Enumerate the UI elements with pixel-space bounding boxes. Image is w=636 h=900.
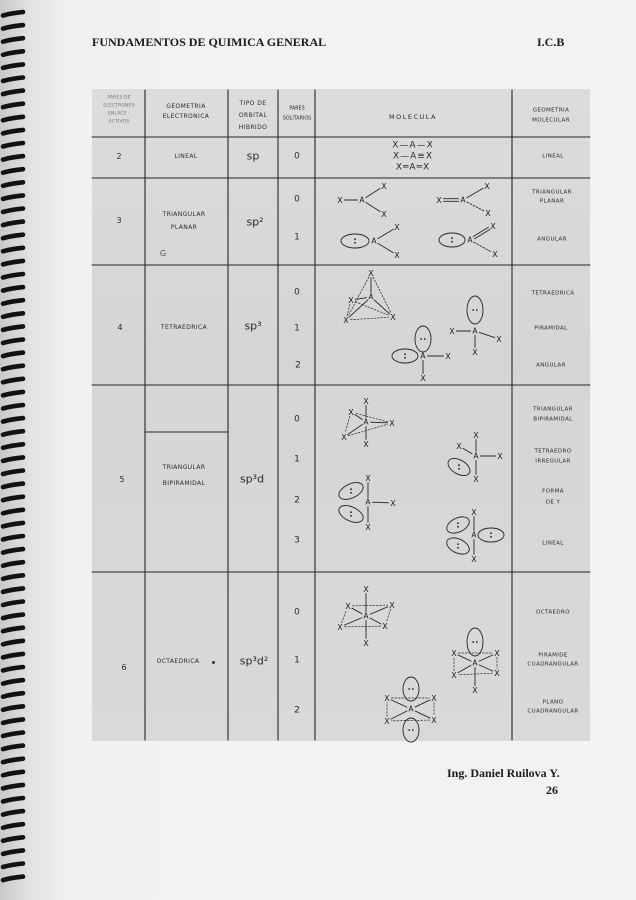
binding-coil (3, 353, 23, 357)
bond-line (344, 618, 362, 625)
ligand-x-label: X (389, 600, 395, 610)
lone-pair-dot (451, 237, 453, 239)
central-atom-a-label: A (467, 235, 473, 245)
dashed-edge (345, 416, 350, 432)
angular-two-lone-pairs-sketch (392, 326, 451, 383)
lone-pair-dot (350, 492, 352, 494)
binding-coil (3, 733, 23, 737)
lone-pair-dot (472, 309, 474, 311)
table-grid (92, 90, 590, 740)
row-molecular-geometry: PIRAMIDE (538, 652, 568, 659)
row-molecular-geometry: IRREGULAR (535, 458, 571, 465)
lone-pair-lobe (478, 528, 504, 542)
binding-coil (3, 261, 23, 265)
ligand-x-label: X (384, 693, 390, 703)
ligand-x-label: X (341, 432, 347, 442)
bond-line (467, 188, 483, 197)
angular-one-lone-pair-double-bond-sketch (439, 222, 498, 259)
central-atom-a-label: A (363, 417, 369, 427)
ligand-x-label: X (365, 473, 371, 483)
row-molecular-geometry: LINEAL (542, 540, 564, 547)
binding-coil (3, 877, 23, 881)
row-electronic-geometry: OCTAEDRICA (156, 658, 200, 665)
ligand-x-label: X (420, 373, 426, 383)
ligand-x-label: X (451, 670, 457, 680)
lone-pair-dot (350, 488, 352, 490)
bond-line (374, 300, 389, 314)
binding-coil (3, 340, 23, 344)
ligand-x-label: X (384, 716, 390, 726)
binding-coil (3, 418, 23, 422)
bond-line (352, 608, 362, 614)
binding-coil (3, 287, 23, 291)
central-atom-a-label: A (371, 236, 377, 246)
bond-line (479, 655, 493, 661)
binding-coil (3, 209, 23, 213)
bond-line (378, 243, 393, 252)
dashed-edge (352, 605, 387, 606)
row-electron-pairs: 6 (121, 663, 127, 672)
ligand-x-label: X (363, 638, 369, 648)
row-hybrid-orbital: sp (246, 149, 260, 163)
lone-pair-dot (490, 536, 492, 538)
binding-coil (3, 615, 23, 619)
ligand-x-label: X (363, 439, 369, 449)
trigonal-planar-sketch (337, 182, 387, 219)
header-electronic-geometry-line: ELECTRONICA (162, 113, 210, 120)
row-molecular-geometry: PLANAR (539, 198, 565, 205)
lone-pair-dot (476, 309, 478, 311)
row-lone-pairs: 2 (294, 495, 300, 506)
header-electronic-geometry-line: GEOMETRIA (166, 103, 206, 110)
lone-pair-lobe (444, 535, 472, 558)
ligand-x-label: X (492, 249, 498, 259)
bond-line (467, 202, 484, 211)
dashed-edge (342, 610, 347, 623)
row-lone-pairs: 0 (294, 414, 300, 425)
bond-line (366, 188, 380, 197)
ligand-x-label: X (473, 474, 479, 484)
binding-coil (3, 471, 23, 475)
central-atom-a-label: A (460, 195, 466, 205)
binding-coil (3, 51, 23, 55)
header-hybrid-orbital-line: HIBRIDO (238, 124, 268, 131)
bond-line (355, 414, 363, 419)
row-molecular-geometry: CUADRANGULAR (527, 708, 579, 715)
binding-coil (3, 837, 23, 841)
binding-coil (3, 785, 23, 789)
lone-pair-dot (451, 241, 453, 243)
binding-coil (3, 274, 23, 278)
ligand-x-label: X (343, 315, 349, 325)
lone-pair-dot (490, 532, 492, 534)
bond-line (479, 665, 493, 671)
lone-pair-lobe (439, 233, 465, 247)
binding-coil (3, 536, 23, 540)
bond-line (378, 229, 393, 238)
binding-coil (3, 405, 23, 409)
header-molecular-geometry-line: GEOMETRIA (532, 107, 570, 114)
binding-coil (3, 510, 23, 514)
central-atom-a-label: A (359, 195, 365, 205)
binding-coil (3, 169, 23, 173)
row-lone-pairs: 0 (294, 607, 300, 618)
binding-coil (3, 864, 23, 868)
central-atom-a-label: A (472, 658, 478, 668)
binding-coil (3, 680, 23, 684)
row-electron-pairs: 3 (116, 216, 122, 225)
ligand-x-label: X (472, 685, 478, 695)
ligand-x-label: X (345, 601, 351, 611)
row-molecular-geometry: TRIANGULAR (532, 189, 572, 196)
binding-coil (3, 746, 23, 750)
lone-pair-lobe (467, 628, 483, 656)
bond-line (391, 711, 407, 719)
lone-pair-dot (350, 511, 352, 513)
binding-coil (3, 104, 23, 108)
bond-line (458, 655, 471, 661)
binding-coil (3, 444, 23, 448)
ligand-x-label: X (365, 522, 371, 532)
binding-coil (3, 326, 23, 330)
header-electron-pairs-line: PARES DE (107, 95, 131, 101)
ligand-x-label: X (337, 622, 343, 632)
lone-pair-dot (408, 688, 410, 690)
page-number: 26 (546, 783, 558, 797)
header-electron-pairs-line: ENLACE - (107, 111, 131, 117)
ligand-x-label: X (484, 181, 490, 191)
lone-pair-dot (457, 526, 459, 528)
trigonal-planar-double-bond-sketch (436, 182, 491, 218)
institution-code: I.C.B (537, 35, 565, 49)
row-electronic-geometry: PLANAR (170, 224, 198, 231)
lone-pair-lobe (392, 349, 418, 363)
row-molecular-geometry: CUADRANGULAR (527, 661, 579, 668)
binding-coil (3, 602, 23, 606)
lone-pair-lobe (403, 677, 419, 701)
binding-coil (3, 706, 23, 710)
binding-coil (3, 575, 23, 579)
row-lone-pairs: 1 (294, 655, 300, 666)
central-atom-a-label: A (363, 611, 369, 621)
binding-coil (3, 667, 23, 671)
binding-coil (3, 484, 23, 488)
ligand-x-label: X (449, 326, 455, 336)
row-electronic-geometry: TETRAEDRICA (160, 324, 208, 331)
molecule-formula: X—A—X (392, 140, 434, 151)
binding-coil (3, 693, 23, 697)
binding-coil (3, 772, 23, 776)
ligand-x-label: X (471, 507, 477, 517)
linear-three-lone-pairs-sketch (444, 508, 504, 564)
bond-line (474, 242, 491, 252)
ligand-x-label: X (390, 312, 396, 322)
ligand-x-label: X (472, 347, 478, 357)
binding-coil (3, 431, 23, 435)
bond-line (366, 202, 380, 211)
header-electron-pairs-line: ACTIVOS (108, 119, 130, 125)
row-molecular-geometry: TRIANGULAR (533, 406, 573, 413)
angular-one-lone-pair-sketch (341, 223, 400, 260)
binding-coil (3, 549, 23, 553)
binding-coil (3, 379, 23, 383)
bond-line (391, 700, 407, 707)
binding-coil (3, 798, 23, 802)
row-molecular-geometry: BIPIRAMIDAL (533, 416, 573, 423)
binding-coil (3, 641, 23, 645)
central-atom-a-label: A (365, 497, 371, 507)
binding-coil (3, 91, 23, 95)
ligand-x-label: X (381, 209, 387, 219)
lone-pair-lobe (336, 502, 365, 526)
row-molecular-geometry: PLANO (542, 699, 564, 706)
bond-line (458, 665, 471, 673)
row-electron-pairs: 2 (116, 152, 122, 161)
bond-line (370, 607, 388, 614)
row-lone-pairs: 1 (294, 232, 300, 243)
binding-coil (3, 248, 23, 252)
central-atom-a-label: A (472, 326, 478, 336)
row-lone-pairs: 2 (294, 705, 300, 716)
ligand-x-label: X (382, 621, 388, 631)
row-electronic-geometry: LINEAL (174, 153, 198, 160)
lone-pair-dot (458, 464, 460, 466)
row-molecular-geometry: TETRAEDRICA (531, 290, 575, 297)
ligand-x-label: X (497, 451, 503, 461)
lone-pair-lobe (415, 326, 431, 352)
lone-pair-dot (457, 543, 459, 545)
header-lone-pairs-line: SOLITARIOS (282, 116, 312, 122)
lone-pair-lobe (336, 479, 365, 503)
seesaw-sketch (445, 431, 503, 484)
row-molecular-geometry: PIRAMIDAL (534, 325, 568, 332)
row-molecular-geometry: DE Y (545, 499, 561, 506)
tetrahedral-sketch (343, 269, 396, 325)
header-molecule: MOLECULA (389, 112, 437, 121)
header-lone-pairs-line: PARES (289, 106, 305, 112)
row-electron-pairs: 5 (119, 475, 125, 484)
header-electron-pairs-line: ELECTRONES (103, 103, 135, 109)
row-lone-pairs: 1 (294, 323, 300, 334)
binding-coil (3, 850, 23, 854)
lone-pair-lobe (341, 234, 369, 248)
spiral-binding (3, 12, 23, 880)
row-electron-pairs: 4 (117, 323, 123, 332)
t-shape-sketch (336, 474, 396, 532)
binding-coil (3, 523, 23, 527)
lone-pair-dot (424, 338, 426, 340)
binding-coil (3, 824, 23, 828)
binding-coil (3, 156, 23, 160)
header-molecular-geometry-line: MOLECULAR (532, 117, 570, 124)
ligand-x-label: X (389, 418, 395, 428)
ligand-x-label: X (490, 221, 496, 231)
binding-coil (3, 811, 23, 815)
dashed-edge (458, 673, 492, 675)
ligand-x-label: X (431, 693, 437, 703)
binding-coil (3, 313, 23, 317)
row-electronic-geometry: BIPIRAMIDAL (162, 480, 206, 487)
ligand-x-label: X (496, 334, 502, 344)
binding-coil (3, 235, 23, 239)
ligand-x-label: X (348, 295, 354, 305)
row-hybrid-orbital: sp² (246, 215, 264, 229)
row-lone-pairs: 0 (294, 194, 300, 205)
ligand-x-label: X (431, 715, 437, 725)
row-electronic-geometry: TRIANGULAR (162, 211, 206, 218)
ligand-x-label: X (485, 208, 491, 218)
lone-pair-dot (457, 547, 459, 549)
dashed-edge (344, 626, 380, 627)
ligand-x-label: X (394, 222, 400, 232)
lone-pair-dot (458, 468, 460, 470)
handwritten-note: G (159, 249, 167, 258)
binding-coil (3, 562, 23, 566)
bond-line (415, 711, 430, 718)
binding-coil (3, 64, 23, 68)
binding-coil (3, 25, 23, 29)
dashed-edge (391, 720, 429, 721)
central-atom-a-label: A (408, 704, 414, 714)
lone-pair-lobe (445, 455, 473, 479)
row-molecular-geometry: TETRAEDRO (534, 448, 572, 455)
lone-pair-dot (420, 338, 422, 340)
square-planar-sketch (384, 677, 437, 742)
dashed-edge (355, 413, 387, 422)
ligand-x-label: X (337, 195, 343, 205)
ligand-x-label: X (494, 648, 500, 658)
row-hybrid-orbital: sp³ (244, 319, 262, 333)
ink-dot (212, 661, 215, 664)
bond-line (370, 618, 381, 624)
row-hybrid-orbital: sp³d (239, 472, 265, 486)
molecule-formula: X—A≡X (392, 151, 434, 162)
binding-coil (3, 628, 23, 632)
binding-coil (3, 78, 23, 82)
course-title: FUNDAMENTOS DE QUIMICA GENERAL (92, 35, 327, 49)
binding-coil (3, 117, 23, 121)
binding-coil (3, 366, 23, 370)
row-lone-pairs: 1 (294, 454, 300, 465)
ligand-x-label: X (381, 181, 387, 191)
ligand-x-label: X (348, 407, 354, 417)
lone-pair-dot (408, 729, 410, 731)
row-lone-pairs: 2 (295, 360, 301, 371)
bond-line (479, 332, 494, 337)
binding-coil (3, 588, 23, 592)
square-pyramidal-sketch (451, 628, 500, 695)
row-molecular-geometry: OCTAEDRO (536, 609, 570, 616)
dashed-edge (386, 609, 390, 621)
lone-pair-lobe (403, 718, 419, 742)
ligand-x-label: X (394, 250, 400, 260)
octahedral-sketch (337, 585, 395, 648)
binding-coil (3, 222, 23, 226)
ligand-x-label: X (363, 396, 369, 406)
ligand-x-label: X (456, 441, 462, 451)
row-molecular-geometry: ANGULAR (537, 236, 567, 243)
binding-coil (3, 130, 23, 134)
bond-line (348, 425, 363, 435)
dashed-edge (350, 317, 388, 319)
row-molecular-geometry: ANGULAR (536, 362, 566, 369)
ligand-x-label: X (473, 430, 479, 440)
binding-coil (3, 143, 23, 147)
bond-line (372, 502, 388, 503)
binding-coil (3, 182, 23, 186)
trigonal-bipyramidal-sketch (341, 397, 395, 449)
binding-coil (3, 12, 23, 16)
lone-pair-lobe (444, 514, 472, 537)
binding-coil (3, 392, 23, 396)
bond-line (415, 700, 430, 707)
ligand-x-label: X (436, 195, 442, 205)
ligand-x-label: X (445, 351, 451, 361)
ligand-x-label: X (363, 584, 369, 594)
binding-coil (3, 195, 23, 199)
bond-line (370, 422, 387, 423)
lone-pair-dot (354, 242, 356, 244)
trigonal-pyramidal-sketch (449, 296, 502, 357)
binding-coil (3, 457, 23, 461)
row-lone-pairs: 3 (294, 535, 300, 546)
lone-pair-dot (354, 238, 356, 240)
central-atom-a-label: A (420, 351, 426, 361)
lone-pair-dot (457, 522, 459, 524)
ligand-x-label: X (368, 268, 374, 278)
lone-pair-dot (412, 688, 414, 690)
lone-pair-dot (472, 641, 474, 643)
row-molecular-geometry: FORMA (542, 488, 564, 495)
row-electronic-geometry: TRIANGULAR (162, 464, 206, 471)
molecule-formula: X═A═X (395, 162, 431, 173)
binding-coil (3, 654, 23, 658)
ligand-x-label: X (494, 668, 500, 678)
central-atom-a-label: A (473, 451, 479, 461)
central-atom-a-label: A (471, 530, 477, 540)
row-molecular-geometry: LINEAL (542, 153, 564, 160)
ligand-x-label: X (390, 498, 396, 508)
binding-coil (3, 300, 23, 304)
row-hybrid-orbital: sp³d² (239, 654, 269, 668)
ligand-x-label: X (451, 648, 457, 658)
ligand-x-label: X (471, 554, 477, 564)
row-lone-pairs: 0 (294, 287, 300, 298)
binding-coil (3, 38, 23, 42)
binding-coil (3, 497, 23, 501)
bond-line (463, 448, 472, 453)
binding-coil (3, 719, 23, 723)
header-hybrid-orbital-line: TIPO DE (239, 100, 267, 107)
central-atom-a-label: A (368, 292, 374, 302)
row-lone-pairs: 0 (294, 151, 300, 162)
binding-coil (3, 759, 23, 763)
lone-pair-dot (404, 357, 406, 359)
lone-pair-dot (404, 353, 406, 355)
lone-pair-dot (412, 729, 414, 731)
author-name: Ing. Daniel Ruilova Y. (447, 766, 560, 780)
header-hybrid-orbital-line: ORBITAL (238, 112, 268, 119)
lone-pair-lobe (467, 296, 483, 324)
lone-pair-dot (350, 515, 352, 517)
lone-pair-dot (476, 641, 478, 643)
